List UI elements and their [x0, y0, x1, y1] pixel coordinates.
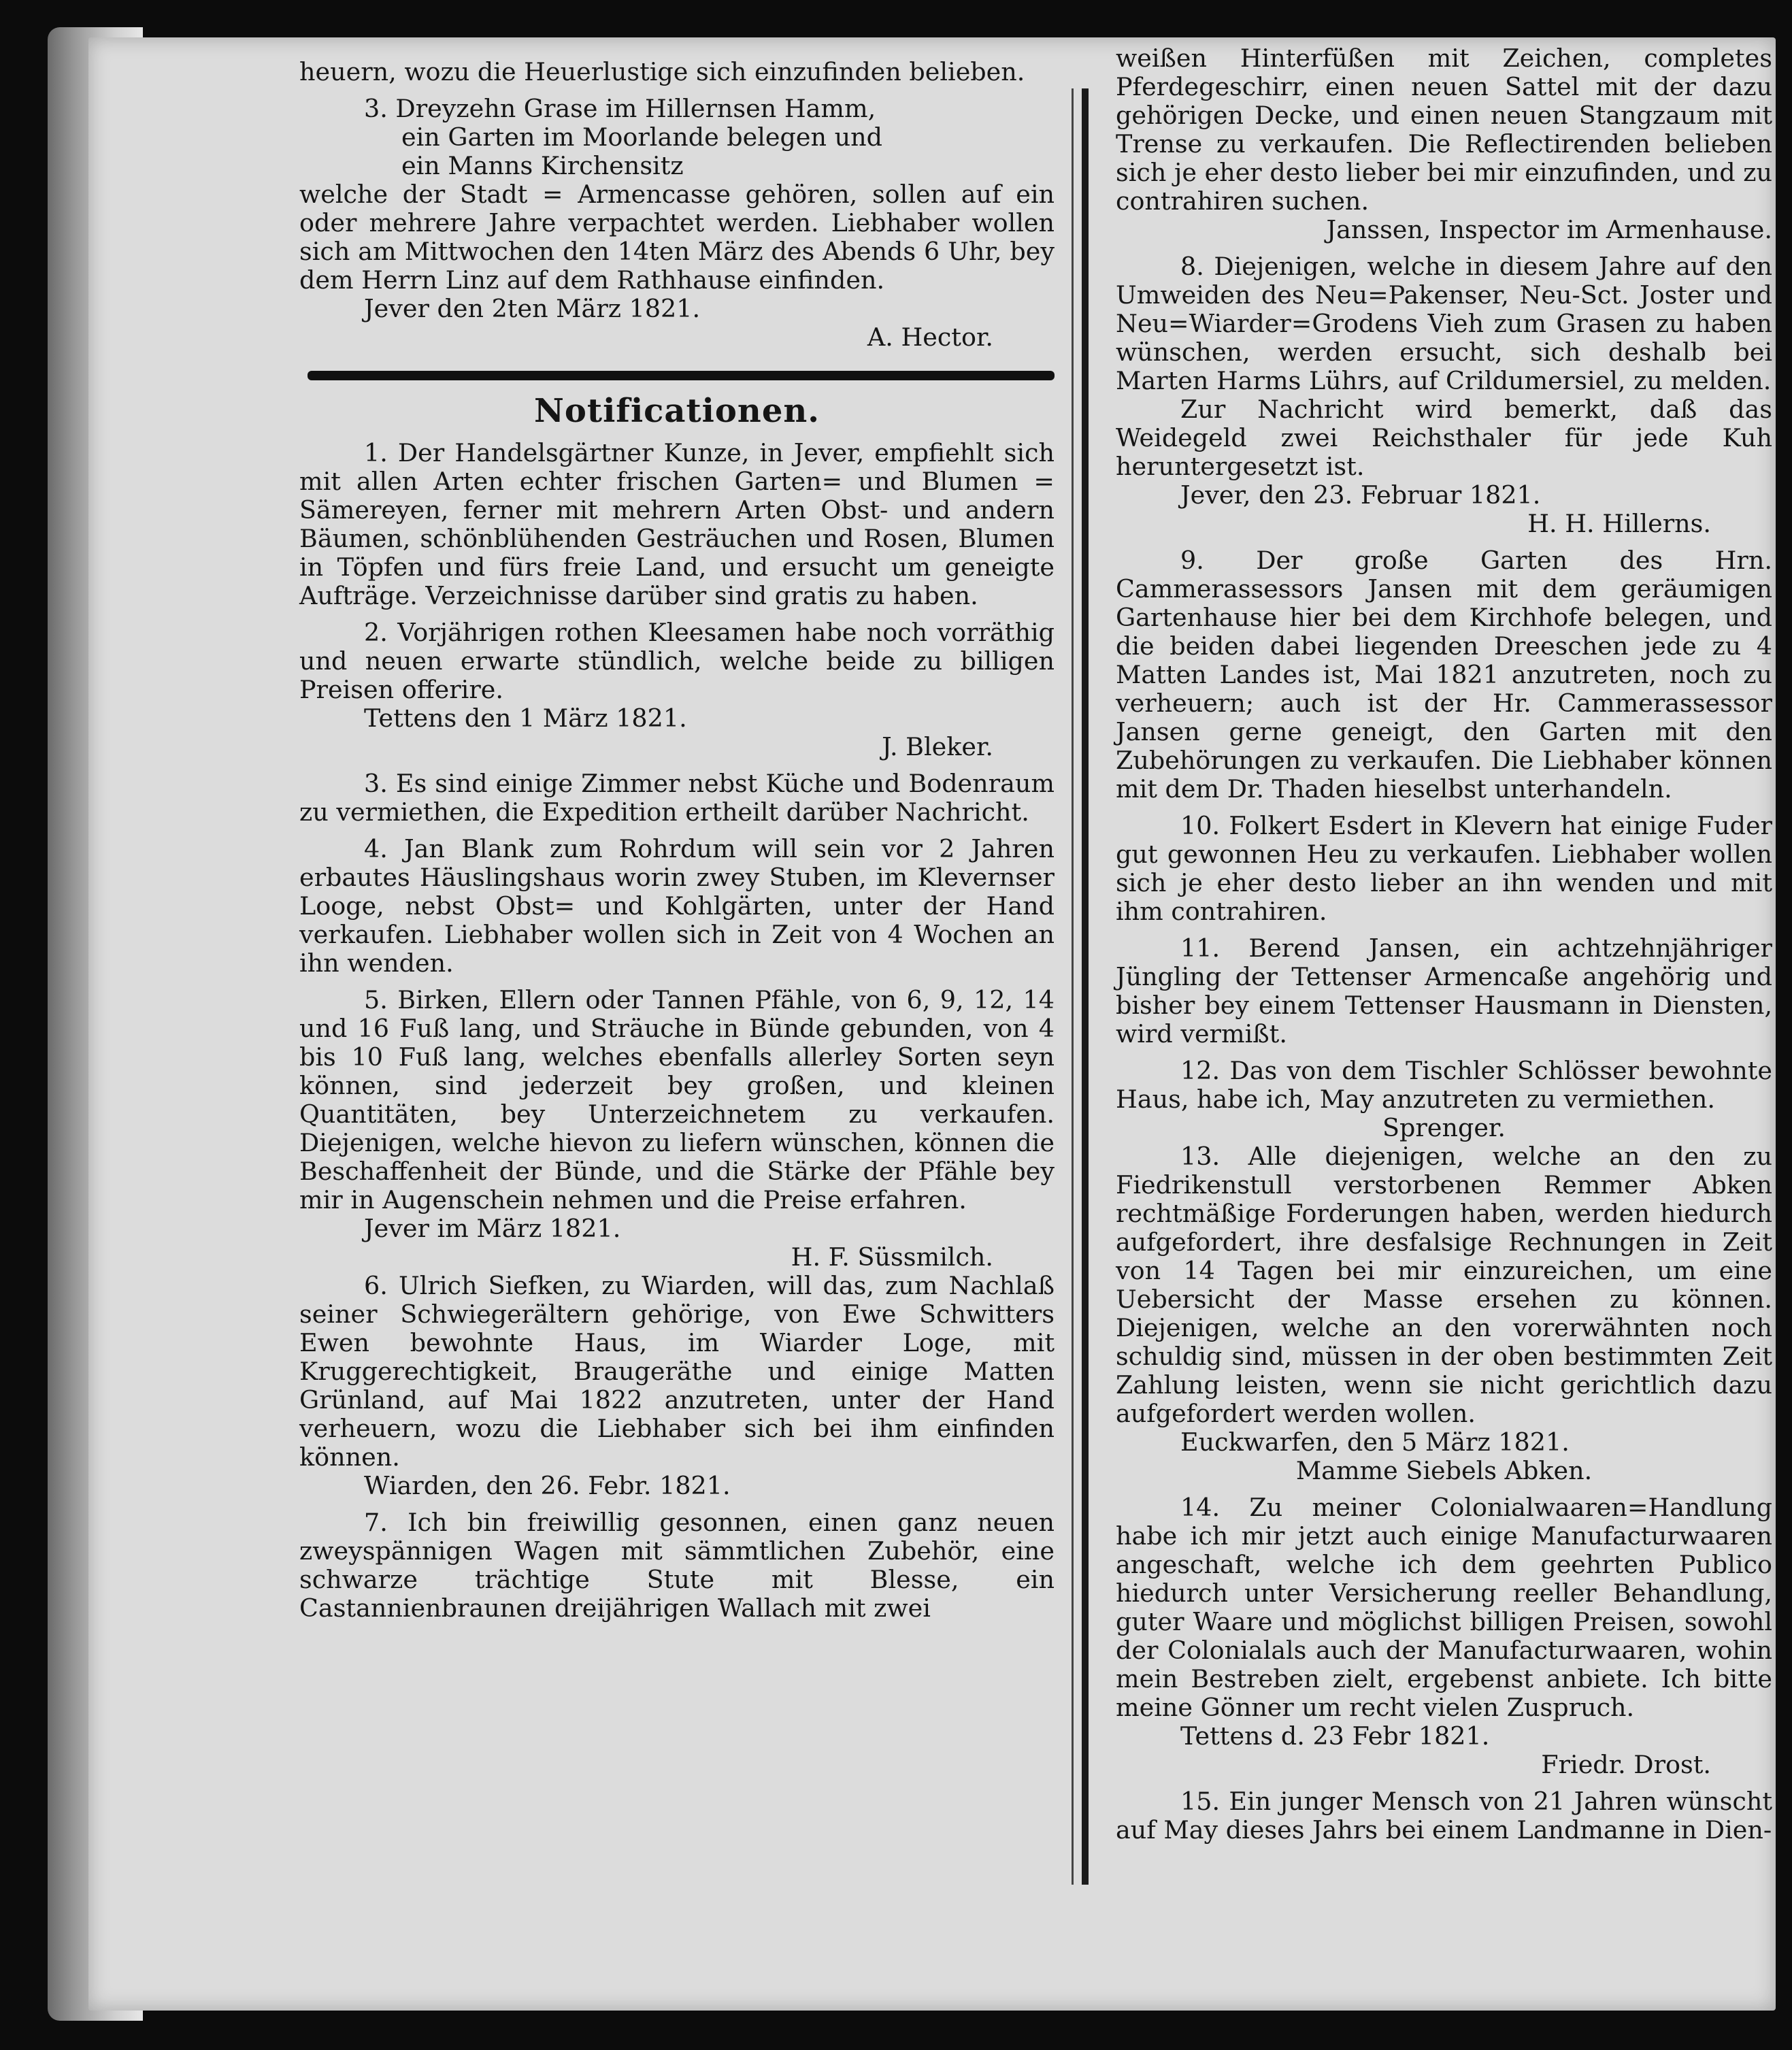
notice-3-date: Jever den 2ten März 1821.	[364, 294, 701, 323]
section-title: Notificationen.	[534, 392, 820, 430]
left-column	[299, 58, 1055, 1623]
notification-15: 15. Ein junger Mensch von 21 Jahren wünscht auf May dieses Jahrs bei einem Landmanne in Dien-	[1116, 1787, 1772, 1845]
section-divider	[308, 371, 1055, 380]
notification-5-signature: H. F. Süssmilch.	[791, 1242, 993, 1272]
column-rule-thin	[1072, 88, 1074, 1885]
notification-7-continued: weißen Hinterfüßen mit Zeichen, completes Pferdegeschirr, einen neuen Sattel mit der dazu gehörigen Decke, und einen neuen Stangzaum mit Trense zu verkaufen. Die Reflectirenden belieben sich je eher desto lieber bei mir einzufinden, und zu contrahiren suchen.	[1116, 44, 1772, 216]
notification-9: 9. Der große Garten des Hrn. Cammerassessors Jansen mit dem geräumigen Gartenhause hier bei dem Kirchhofe belegen, und die beiden dabei liegenden Dreeschen jede zu 4 Matten Landes ist, Mai 1821 anzutreten, noch zu verheuern; auch ist der Hr. Cammerassessor Jansen gerne geneigt, den Garten mit den Zubehörungen zu verkaufen. Die Liebhaber können mit dem Dr. Thaden hieselbst unterhandeln.	[1116, 546, 1772, 804]
notification-6: 6. Ulrich Siefken, zu Wiarden, will das, zum Nachlaß seiner Schwiegerältern gehörige, von Ewe Schwitters Ewen bewohnte Haus, im Wiarder Loge, mit Kruggerechtigkeit, Braugeräthe und einige Matten Grünland, auf Mai 1822 anzutreten, unter der Hand verheuern, wozu die Liebhaber sich bei ihm einfinden können.	[299, 1271, 1055, 1472]
notice-3-signature: A. Hector.	[867, 323, 993, 352]
notification-2: 2. Vorjährigen rothen Kleesamen habe noch vorräthig und neuen erwarte stündlich, welche beide zu billigen Preisen offerire.	[299, 618, 1055, 704]
notification-8-note: Zur Nachricht wird bemerkt, daß das Weidegeld zwei Reichsthaler für jede Kuh heruntergesetzt ist.	[1116, 395, 1772, 481]
notification-14-date: Tettens d. 23 Febr 1821.	[1180, 1721, 1490, 1751]
column-rule	[1082, 88, 1089, 1885]
notification-7-signature: Janssen, Inspector im Armenhause.	[1326, 215, 1772, 244]
notification-5: 5. Birken, Ellern oder Tannen Pfähle, von 6, 9, 12, 14 und 16 Fuß lang, und Sträuche in Bünde gebunden, von 4 bis 10 Fuß lang, welches ebenfalls allerley Sorten seyn können, sind jederzeit bey großen, und kleinen Quantitäten, bey Unterzeichnetem zu verkaufen. Diejenigen, welche hievon zu liefern wünschen, können die Beschaffenheit der Bünde, und die Stärke der Pfähle bey mir in Augenschein nehmen und die Preise erfahren.	[299, 985, 1055, 1214]
notification-4: 4. Jan Blank zum Rohrdum will sein vor 2 Jahren erbautes Häuslingshaus worin zwey Stuben, im Klevernser Looge, nebst Obst= und Kohlgärten, unter der Hand verkaufen. Liebhaber wollen sich in Zeit von 4 Wochen an ihn wenden.	[299, 834, 1055, 978]
notification-14-signature: Friedr. Drost.	[1541, 1750, 1711, 1779]
notice-3-body: welche der Stadt = Armencasse gehören, sollen auf ein oder mehrere Jahre verpachtet werden. Liebhaber wollen sich am Mittwochen den 14ten März des Abends 6 Uhr, bey dem Herrn Linz auf dem Rathhause einfinden.	[299, 180, 1055, 295]
notification-11: 11. Berend Jansen, ein achtzehnjähriger Jüngling der Tettenser Armencaße angehörig und bisher bey einem Tettenser Hausmann in Diensten, wird vermißt.	[1116, 933, 1772, 1048]
notification-13-date: Euckwarfen, den 5 März 1821.	[1180, 1427, 1570, 1457]
paragraph-heuern: heuern, wozu die Heuerlustige sich einzufinden belieben.	[299, 57, 1025, 86]
notification-5-date: Jever im März 1821.	[364, 1214, 621, 1243]
notice-3-line2: ein Garten im Moorlande belegen und	[401, 122, 882, 152]
notification-12-signature: Sprenger.	[1382, 1113, 1506, 1142]
notification-2-signature: J. Bleker.	[882, 732, 993, 761]
notification-3: 3. Es sind einige Zimmer nebst Küche und Bodenraum zu vermiethen, die Expedition ertheilt darüber Nachricht.	[299, 769, 1055, 827]
notification-8-date: Jever, den 23. Februar 1821.	[1180, 480, 1541, 510]
notification-13: 13. Alle diejenigen, welche an den zu Fiedrikenstull verstorbenen Remmer Abken rechtmäßige Forderungen haben, werden hiedurch aufgefordert, ihre desfalsige Rechnungen in Zeit von 14 Tagen bei mir einzureichen, um eine Uebersicht der Masse ersehen zu können. Diejenigen, welche an den vorerwähnten noch schuldig sind, müssen in der oben bestimmten Zeit Zahlung leisten, wenn sie nicht gerichtlich dazu aufgefordert werden wollen.	[1116, 1142, 1772, 1428]
notification-13-signature: Mamme Siebels Abken.	[1295, 1456, 1593, 1485]
notification-7: 7. Ich bin freiwillig gesonnen, einen ganz neuen zweyspännigen Wagen mit sämmtlichen Zubehör, eine schwarze trächtige Stute mit Blesse, ein Castannienbraunen dreijährigen Wallach mit zwei	[299, 1508, 1055, 1623]
notification-14: 14. Zu meiner Colonialwaaren=Handlung habe ich mir jetzt auch einige Manufacturwaaren angeschaft, welche ich dem geehrten Publico hiedurch unter Versicherung reeller Behandlung, guter Waare und möglichst billigen Preisen, sowohl der Colonialals auch der Manufacturwaaren, wohin mein Bestreben zielt, ergebenst anbiete. Ich bitte meine Gönner um recht vielen Zuspruch.	[1116, 1493, 1772, 1722]
notification-8-signature: H. H. Hillerns.	[1527, 509, 1711, 538]
notification-2-date: Tettens den 1 März 1821.	[364, 704, 687, 733]
notification-6-date: Wiarden, den 26. Febr. 1821.	[364, 1471, 731, 1500]
notification-12: 12. Das von dem Tischler Schlösser bewohnte Haus, habe ich, May anzutreten zu vermiethen.	[1116, 1056, 1772, 1114]
notice-3-heading: 3. Dreyzehn Grase im Hillernsen Hamm,	[364, 94, 876, 123]
right-column	[1116, 44, 1772, 1845]
notification-10: 10. Folkert Esdert in Klevern hat einige Fuder gut gewonnen Heu zu verkaufen. Liebhaber wollen sich je eher desto lieber an ihn wenden und mit ihm contrahiren.	[1116, 811, 1772, 926]
notice-3-line3: ein Manns Kirchensitz	[401, 151, 684, 180]
notification-1: 1. Der Handelsgärtner Kunze, in Jever, empfiehlt sich mit allen Arten echter frischen Garten= und Blumen = Sämereyen, ferner mit mehrern Arten Obst- und andern Bäumen, schönblühenden Gesträuchen und Rosen, Blumen in Töpfen und fürs freie Land, und ersucht um geneigte Aufträge. Verzeichnisse darüber sind gratis zu haben.	[299, 438, 1055, 610]
notification-8: 8. Diejenigen, welche in diesem Jahre auf den Umweiden des Neu=Pakenser, Neu-Sct. Joster und Neu=Wiarder=Grodens Vieh zum Grasen zu haben wünschen, werden ersucht, sich deshalb bei Marten Harms Lührs, auf Crildumersiel, zu melden.	[1116, 252, 1772, 395]
